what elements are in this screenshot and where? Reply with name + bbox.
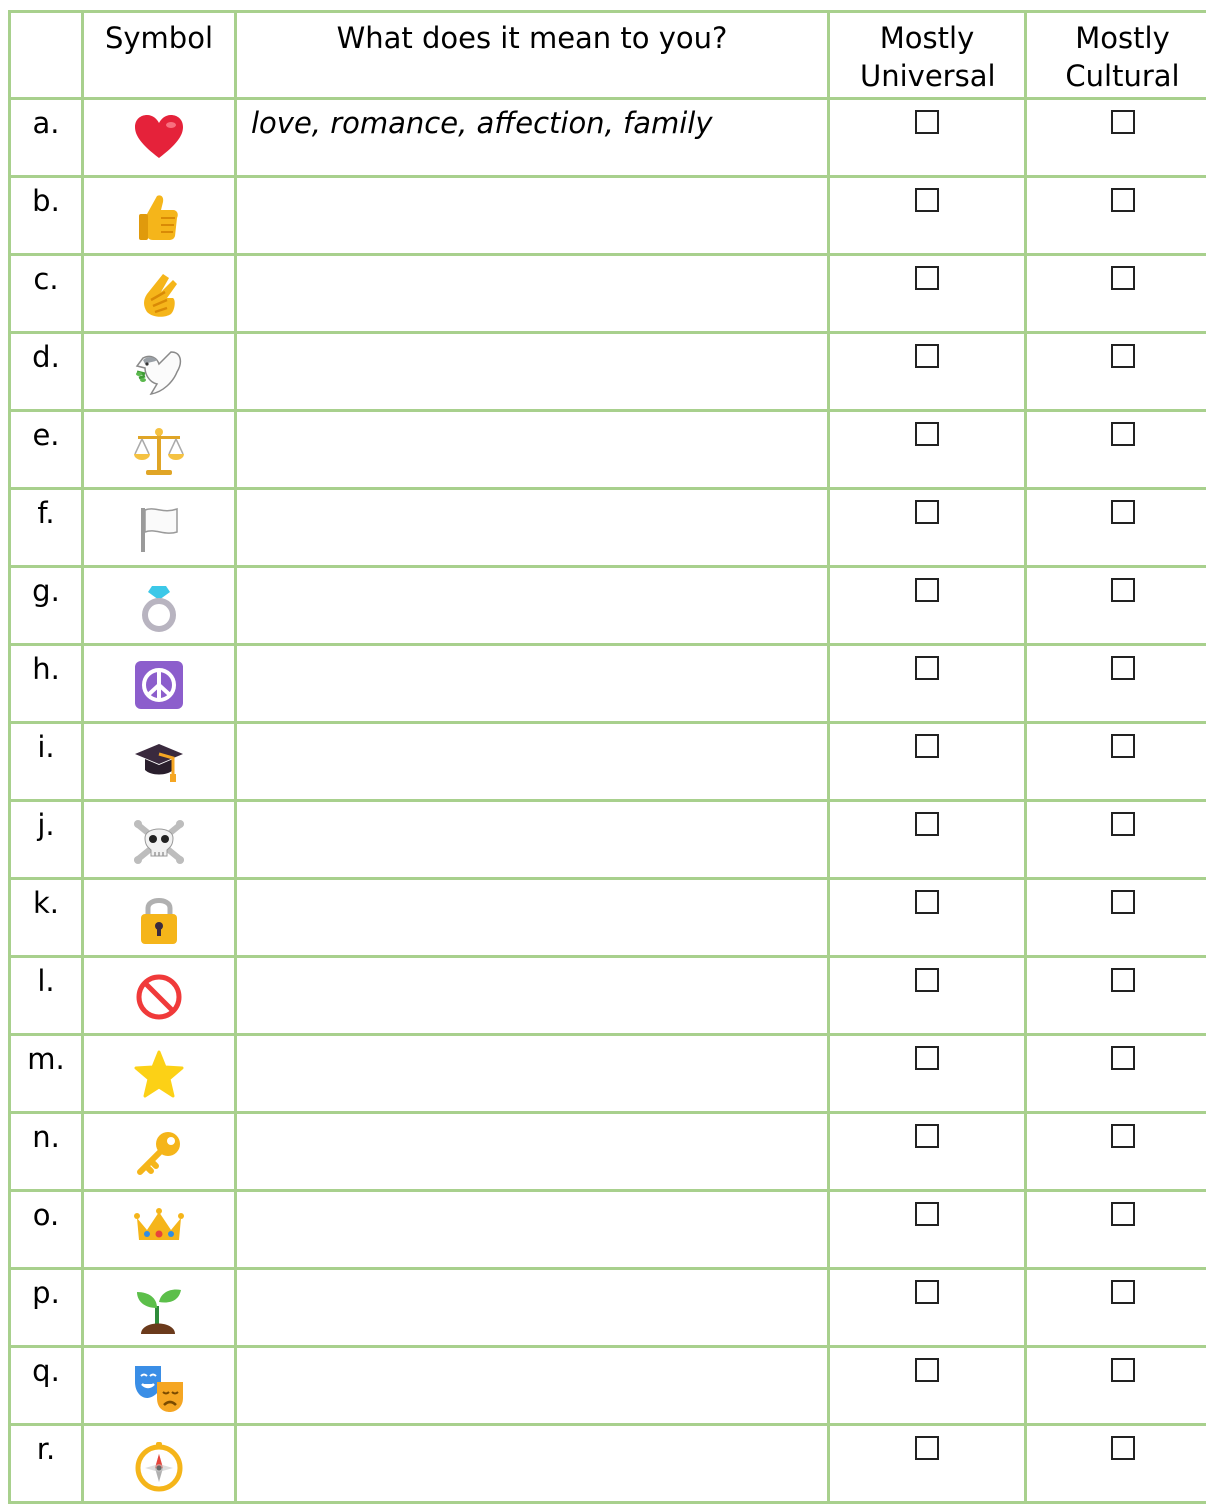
symbol-cell [83, 99, 236, 177]
universal-cell [829, 645, 1026, 723]
mostly-cultural-checkbox[interactable] [1111, 1202, 1135, 1226]
mostly-cultural-checkbox[interactable] [1111, 578, 1135, 602]
symbol-cell [83, 723, 236, 801]
mostly-cultural-checkbox[interactable] [1111, 188, 1135, 212]
mostly-universal-checkbox[interactable] [915, 890, 939, 914]
symbol-column-header: Symbol [83, 12, 236, 99]
table-row [10, 1425, 1206, 1503]
mostly-cultural-checkbox[interactable] [1111, 890, 1135, 914]
star-icon [134, 1083, 184, 1102]
skull-crossbones-icon [133, 851, 185, 870]
cultural-cell [1026, 1191, 1206, 1269]
cultural-cell [1026, 957, 1206, 1035]
meaning-answer-field[interactable] [236, 255, 829, 333]
universal-cell [829, 1035, 1026, 1113]
theater-masks-icon [133, 1399, 185, 1418]
universal-cell [829, 99, 1026, 177]
row-label: n. [10, 1113, 83, 1191]
table-row [10, 1347, 1206, 1425]
row-label: f. [10, 489, 83, 567]
row-label: i. [10, 723, 83, 801]
meaning-answer-field[interactable] [236, 1113, 829, 1191]
cultural-column-header: Mostly Cultural [1026, 12, 1206, 99]
row-label: k. [10, 879, 83, 957]
meaning-answer-field[interactable] [236, 333, 829, 411]
mostly-cultural-checkbox[interactable] [1111, 422, 1135, 446]
cultural-cell [1026, 645, 1206, 723]
table-row [10, 177, 1206, 255]
cultural-cell [1026, 723, 1206, 801]
mostly-cultural-checkbox[interactable] [1111, 1046, 1135, 1070]
key-icon [134, 1163, 184, 1182]
meaning-answer-field[interactable] [236, 567, 829, 645]
row-label: c. [10, 255, 83, 333]
crown-icon [133, 1231, 185, 1250]
mostly-universal-checkbox[interactable] [915, 1202, 939, 1226]
table-row [10, 333, 1206, 411]
cultural-cell [1026, 177, 1206, 255]
label-column-header [10, 12, 83, 99]
mostly-universal-checkbox[interactable] [915, 968, 939, 992]
symbol-cell [83, 1425, 236, 1503]
mostly-cultural-checkbox[interactable] [1111, 734, 1135, 758]
cultural-cell [1026, 1347, 1206, 1425]
meaning-answer-field[interactable] [236, 177, 829, 255]
universal-cell [829, 1425, 1026, 1503]
mostly-cultural-checkbox[interactable] [1111, 968, 1135, 992]
row-label: e. [10, 411, 83, 489]
symbol-cell [83, 1035, 236, 1113]
universal-cell [829, 567, 1026, 645]
symbol-cell [83, 411, 236, 489]
meaning-answer-field[interactable] [236, 411, 829, 489]
table-row [10, 567, 1206, 645]
prohibited-icon [134, 1007, 184, 1026]
symbols-worksheet-table [8, 10, 1206, 1504]
universal-cell [829, 1191, 1026, 1269]
mostly-universal-checkbox[interactable] [915, 1046, 939, 1070]
mostly-universal-checkbox[interactable] [915, 188, 939, 212]
mostly-cultural-checkbox[interactable] [1111, 1124, 1135, 1148]
row-label: g. [10, 567, 83, 645]
graduation-cap-icon [133, 771, 185, 790]
mostly-cultural-checkbox[interactable] [1111, 344, 1135, 368]
cultural-cell [1026, 1425, 1206, 1503]
mostly-universal-checkbox[interactable] [915, 422, 939, 446]
row-label: h. [10, 645, 83, 723]
symbol-cell [83, 1113, 236, 1191]
meaning-answer-field[interactable] [236, 801, 829, 879]
table-row [10, 1191, 1206, 1269]
universal-cell [829, 801, 1026, 879]
mostly-universal-checkbox[interactable] [915, 812, 939, 836]
meaning-answer-field[interactable] [236, 489, 829, 567]
table-row [10, 255, 1206, 333]
cultural-cell [1026, 489, 1206, 567]
meaning-answer-field[interactable] [236, 957, 829, 1035]
mostly-universal-checkbox[interactable] [915, 266, 939, 290]
cultural-cell [1026, 879, 1206, 957]
cultural-cell [1026, 1113, 1206, 1191]
symbol-cell [83, 255, 236, 333]
mostly-universal-checkbox[interactable] [915, 110, 939, 134]
meaning-answer-field[interactable] [236, 1425, 829, 1503]
row-label: a. [10, 99, 83, 177]
meaning-answer-field[interactable] [236, 1347, 829, 1425]
universal-cell [829, 411, 1026, 489]
mostly-universal-checkbox[interactable] [915, 344, 939, 368]
compass-icon [133, 1477, 185, 1496]
cultural-cell [1026, 1035, 1206, 1113]
universal-cell [829, 957, 1026, 1035]
table-row [10, 879, 1206, 957]
mostly-cultural-checkbox[interactable] [1111, 1436, 1135, 1460]
mostly-cultural-checkbox[interactable] [1111, 500, 1135, 524]
table-row [10, 723, 1206, 801]
crossed-fingers-icon [137, 305, 181, 324]
mostly-universal-checkbox[interactable] [915, 656, 939, 680]
table-row [10, 1113, 1206, 1191]
cultural-cell [1026, 255, 1206, 333]
mostly-cultural-checkbox[interactable] [1111, 1358, 1135, 1382]
cultural-cell [1026, 801, 1206, 879]
row-label: r. [10, 1425, 83, 1503]
symbol-cell [83, 333, 236, 411]
row-label: p. [10, 1269, 83, 1347]
table-row [10, 99, 1206, 177]
ring-icon [139, 619, 179, 638]
row-label: b. [10, 177, 83, 255]
symbol-cell [83, 567, 236, 645]
mostly-universal-checkbox[interactable] [915, 1280, 939, 1304]
mostly-cultural-checkbox[interactable] [1111, 266, 1135, 290]
meaning-answer-field[interactable] [236, 1035, 829, 1113]
thumbs-up-icon [137, 227, 181, 246]
symbol-cell [83, 1191, 236, 1269]
symbol-cell [83, 801, 236, 879]
table-row [10, 489, 1206, 567]
header-row [10, 12, 1206, 99]
table-row [10, 645, 1206, 723]
dove-icon [133, 383, 185, 402]
peace-symbol-icon [134, 695, 184, 714]
table-row [10, 957, 1206, 1035]
universal-cell [829, 177, 1026, 255]
padlock-icon [138, 931, 180, 950]
mostly-universal-checkbox[interactable] [915, 500, 939, 524]
meaning-column-header: What does it mean to you? [236, 12, 829, 99]
universal-cell [829, 255, 1026, 333]
mostly-cultural-checkbox[interactable] [1111, 812, 1135, 836]
symbol-cell [83, 879, 236, 957]
white-flag-icon [137, 539, 181, 558]
row-label: m. [10, 1035, 83, 1113]
mostly-cultural-checkbox[interactable] [1111, 656, 1135, 680]
meaning-answer-field[interactable] [236, 723, 829, 801]
symbol-cell [83, 957, 236, 1035]
mostly-universal-checkbox[interactable] [915, 734, 939, 758]
symbol-cell [83, 1347, 236, 1425]
mostly-universal-checkbox[interactable] [915, 578, 939, 602]
cultural-cell [1026, 411, 1206, 489]
meaning-answer-field[interactable] [236, 879, 829, 957]
row-label: q. [10, 1347, 83, 1425]
row-label: l. [10, 957, 83, 1035]
symbol-cell [83, 489, 236, 567]
universal-column-header: Mostly Universal [829, 12, 1026, 99]
universal-cell [829, 723, 1026, 801]
table-row [10, 411, 1206, 489]
balance-scale-icon [132, 461, 186, 480]
row-label: d. [10, 333, 83, 411]
universal-cell [829, 333, 1026, 411]
heart-icon [134, 145, 184, 164]
universal-cell [829, 1347, 1026, 1425]
symbol-cell [83, 177, 236, 255]
mostly-cultural-checkbox[interactable] [1111, 110, 1135, 134]
row-label: o. [10, 1191, 83, 1269]
meaning-answer-field[interactable]: love, romance, affection, family [236, 99, 829, 177]
mostly-cultural-checkbox[interactable] [1111, 1280, 1135, 1304]
seedling-icon [133, 1321, 185, 1340]
mostly-universal-checkbox[interactable] [915, 1436, 939, 1460]
table-row [10, 1035, 1206, 1113]
symbol-cell [83, 645, 236, 723]
table-row [10, 801, 1206, 879]
row-label: j. [10, 801, 83, 879]
meaning-answer-field[interactable] [236, 1191, 829, 1269]
cultural-cell [1026, 99, 1206, 177]
meaning-answer-field[interactable] [236, 645, 829, 723]
universal-cell [829, 489, 1026, 567]
cultural-cell [1026, 333, 1206, 411]
universal-cell [829, 879, 1026, 957]
mostly-universal-checkbox[interactable] [915, 1124, 939, 1148]
mostly-universal-checkbox[interactable] [915, 1358, 939, 1382]
cultural-cell [1026, 567, 1206, 645]
universal-cell [829, 1113, 1026, 1191]
